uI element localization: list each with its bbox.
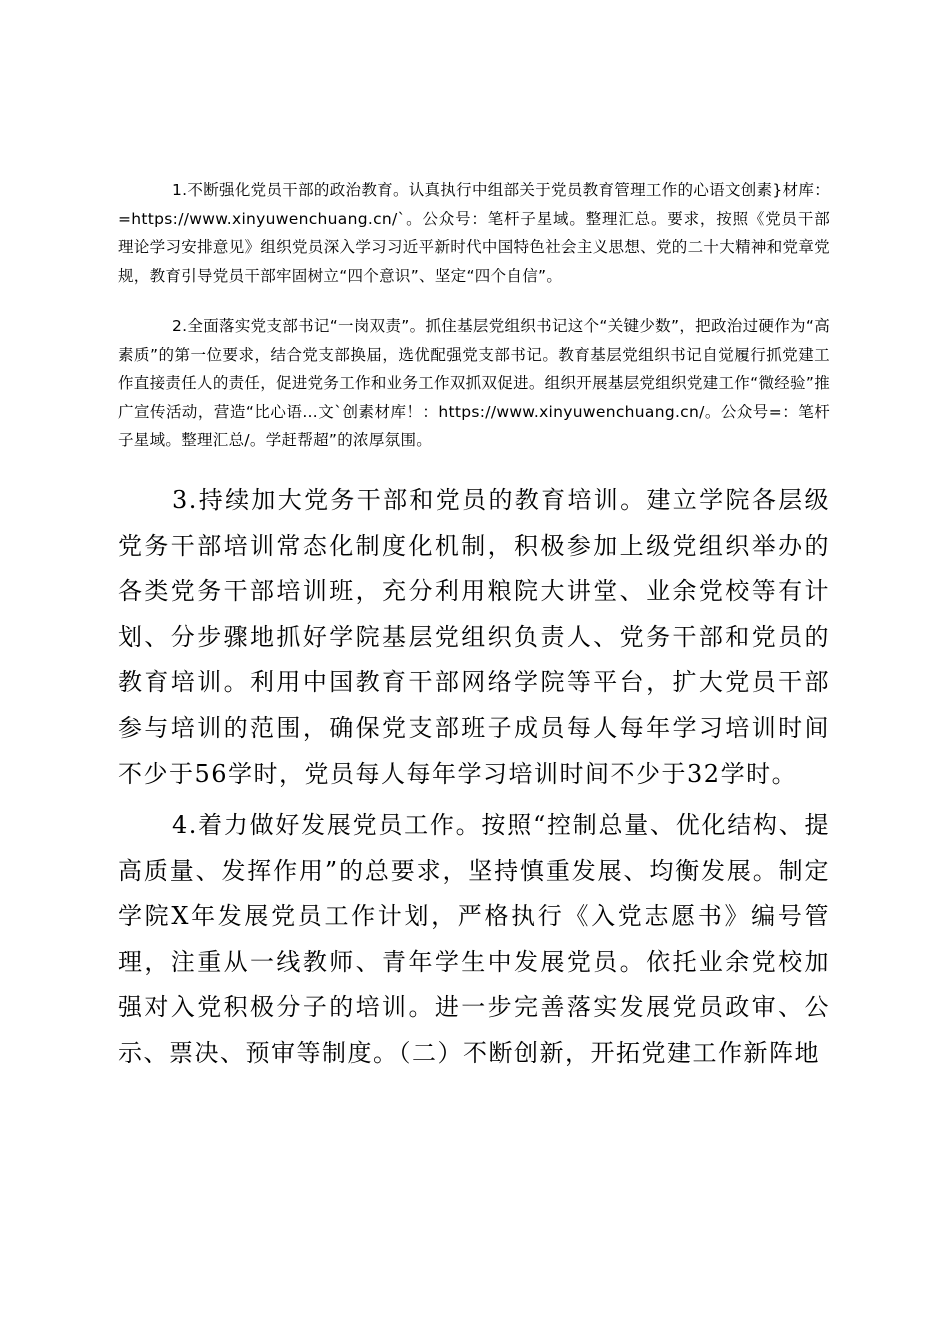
paragraph-1: 1.不断强化党员干部的政治教育。认真执行中组部关于党员教育管理工作的心语文创素}材库：=https://www.xinyuwenchuang.cn/`。公众号：笔杆子星域。整理汇总。要求，按照《党员干部理论学习安排意见》组织党员深入学习习近平新时代中国特色社会主义思想、党的二十大精神和党章党规，教育引导党员干部牢固树立“四个意识”、坚定“四个自信”。 [118,181,830,285]
paragraph-2: 2.全面落实党支部书记“一岗双责”。抓住基层党组织书记这个“关键少数”，把政治过硬作为“高素质”的第一位要求，结合党支部换届，选优配强党支部书记。教育基层党组织书记自觉履行抓党建工作直接责任人的责任，促进党务工作和业务工作双抓双促进。组织开展基层党组织党建工作“微经验”推广宣传活动，营造“比心语…文`创素材库！：https://www.xinyuwenchuang.cn/。公众号=：笔杆子星域。整理汇总/。学赶帮超”的浓厚氛围。 [118,317,830,450]
paragraph-4: 4.着力做好发展党员工作。按照“控制总量、优化结构、提高质量、发挥作用”的总要求，坚持慎重发展、均衡发展。制定学院X年发展党员工作计划，严格执行《入党志愿书》编号管理，注重从一线教师、青年学生中发展党员。依托业余党校加强对入党积极分子的培训。进一步完善落实发展党员政审、公示、票决、预审等制度。（二）不断创新，开拓党建工作新阵地 [118,811,830,1067]
paragraph-3: 3.持续加大党务干部和党员的教育培训。建立学院各层级党务干部培训常态化制度化机制，积极参加上级党组织举办的各类党务干部培训班，充分利用粮院大讲堂、业余党校等有计划、分步骤地抓好学院基层党组织负责人、党务干部和党员的教育培训。利用中国教育干部网络学院等平台，扩大党员干部参与培训的范围，确保党支部班子成员每人每年学习培训时间不少于56学时，党员每人每年学习培训时间不少于32学时。 [118,486,830,788]
